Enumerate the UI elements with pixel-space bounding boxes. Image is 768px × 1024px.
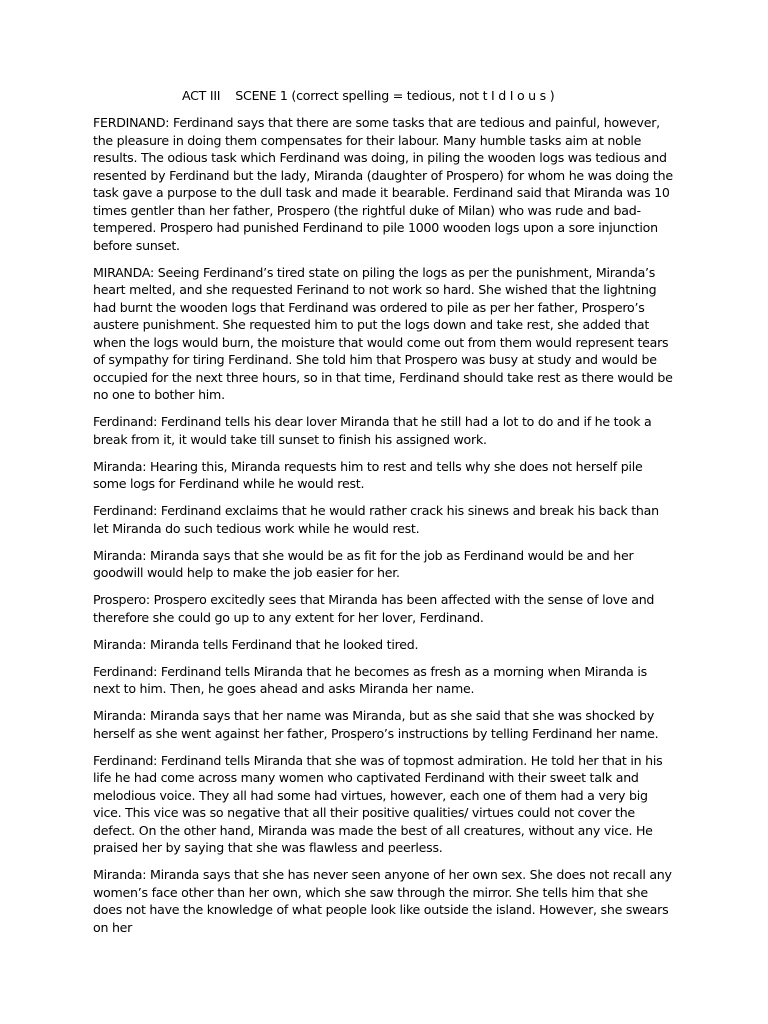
paragraph-miranda-5: Miranda: Miranda says that her name was Miranda, but as she said that she was shocked by herself as she went against her father, Prospero’s instructions by telling Ferdinand her name. [93, 708, 659, 741]
paragraph-miranda-2: Miranda: Hearing this, Miranda requests him to rest and tells why she does not herself pile some logs for Ferdinand while he would rest. [93, 458, 643, 491]
paragraph-miranda-6: Miranda: Miranda says that she has never seen anyone of her own sex. She does not recall any women’s face other than her own, which she saw through the mirror. She tells him that she does not have the knowledge of what people look like outside the island. However, she swears on her [93, 867, 672, 935]
paragraph-prospero-1: Prospero: Prospero excitedly sees that Miranda has been affected with the sense of love and therefore she could go up to any extent for her lover, Ferdinand. [93, 592, 655, 625]
paragraph-ferdinand-5: Ferdinand: Ferdinand tells Miranda that she was of topmost admiration. He told her that in his life he had come across many women who captivated Ferdinand with their sweet talk and melodious voice. They all had some had virtues, however, each one of them had a very big vice. This vice was so negative that all their positive qualities/ virtues could not cover the defect. On the other hand, Miranda was made the best of all creatures, without any vice. He praised her by saying that she was flawless and peerless. [93, 752, 663, 855]
paragraph-ferdinand-3: Ferdinand: Ferdinand exclaims that he would rather crack his sinews and break his back than let Miranda do such tedious work while he would rest. [93, 503, 659, 536]
document-body [93, 114, 676, 946]
paragraph-miranda-3: Miranda: Miranda says that she would be as fit for the job as Ferdinand would be and her goodwill would help to make the job easier for her. [93, 547, 634, 580]
paragraph-miranda-1: MIRANDA: Seeing Ferdinand’s tired state on piling the logs as per the punishment, Miranda’s heart melted, and she requested Ferinand to not work so hard. She wished that the lightning had burnt the wooden logs that Ferdinand was ordered to pile as per her father, Prospero’s austere punishment. She requested him to put the logs down and take rest, she added that when the logs would burn, the moisture that would come out from them would represent tears of sympathy for tiring Ferdinand. She told him that Prospero was busy at study and would be occupied for the next three hours, so in that time, Ferdinand should take rest as there would be no one to bother him. [93, 264, 673, 402]
paragraph-ferdinand-2: Ferdinand: Ferdinand tells his dear lover Miranda that he still had a lot to do and if he took a break from it, it would take till sunset to finish his assigned work. [93, 414, 652, 447]
paragraph-ferdinand-1: FERDINAND: Ferdinand says that there are some tasks that are tedious and painful, however, the pleasure in doing them compensates for their labour. Many humble tasks aim at noble results. The odious task which Ferdinand was doing, in piling the wooden logs was tedious and resented by Ferdinand but the lady, Miranda (daughter of Prospero) for whom he was doing the task gave a purpose to the dull task and made it bearable. Ferdinand said that Miranda was 10 times gentler than her father, Prospero (the rightful duke of Milan) who was rude and bad-tempered. Prospero had punished Ferdinand to pile 1000 wooden logs upon a sore injunction before sunset. [93, 115, 673, 253]
scene-heading: ACT III SCENE 1 (correct spelling = tedious, not t I d I o u s ) [182, 88, 555, 103]
paragraph-miranda-4: Miranda: Miranda tells Ferdinand that he looked tired. [93, 636, 419, 652]
paragraph-ferdinand-4: Ferdinand: Ferdinand tells Miranda that he becomes as fresh as a morning when Miranda is next to him. Then, he goes ahead and asks Miranda her name. [93, 663, 647, 696]
